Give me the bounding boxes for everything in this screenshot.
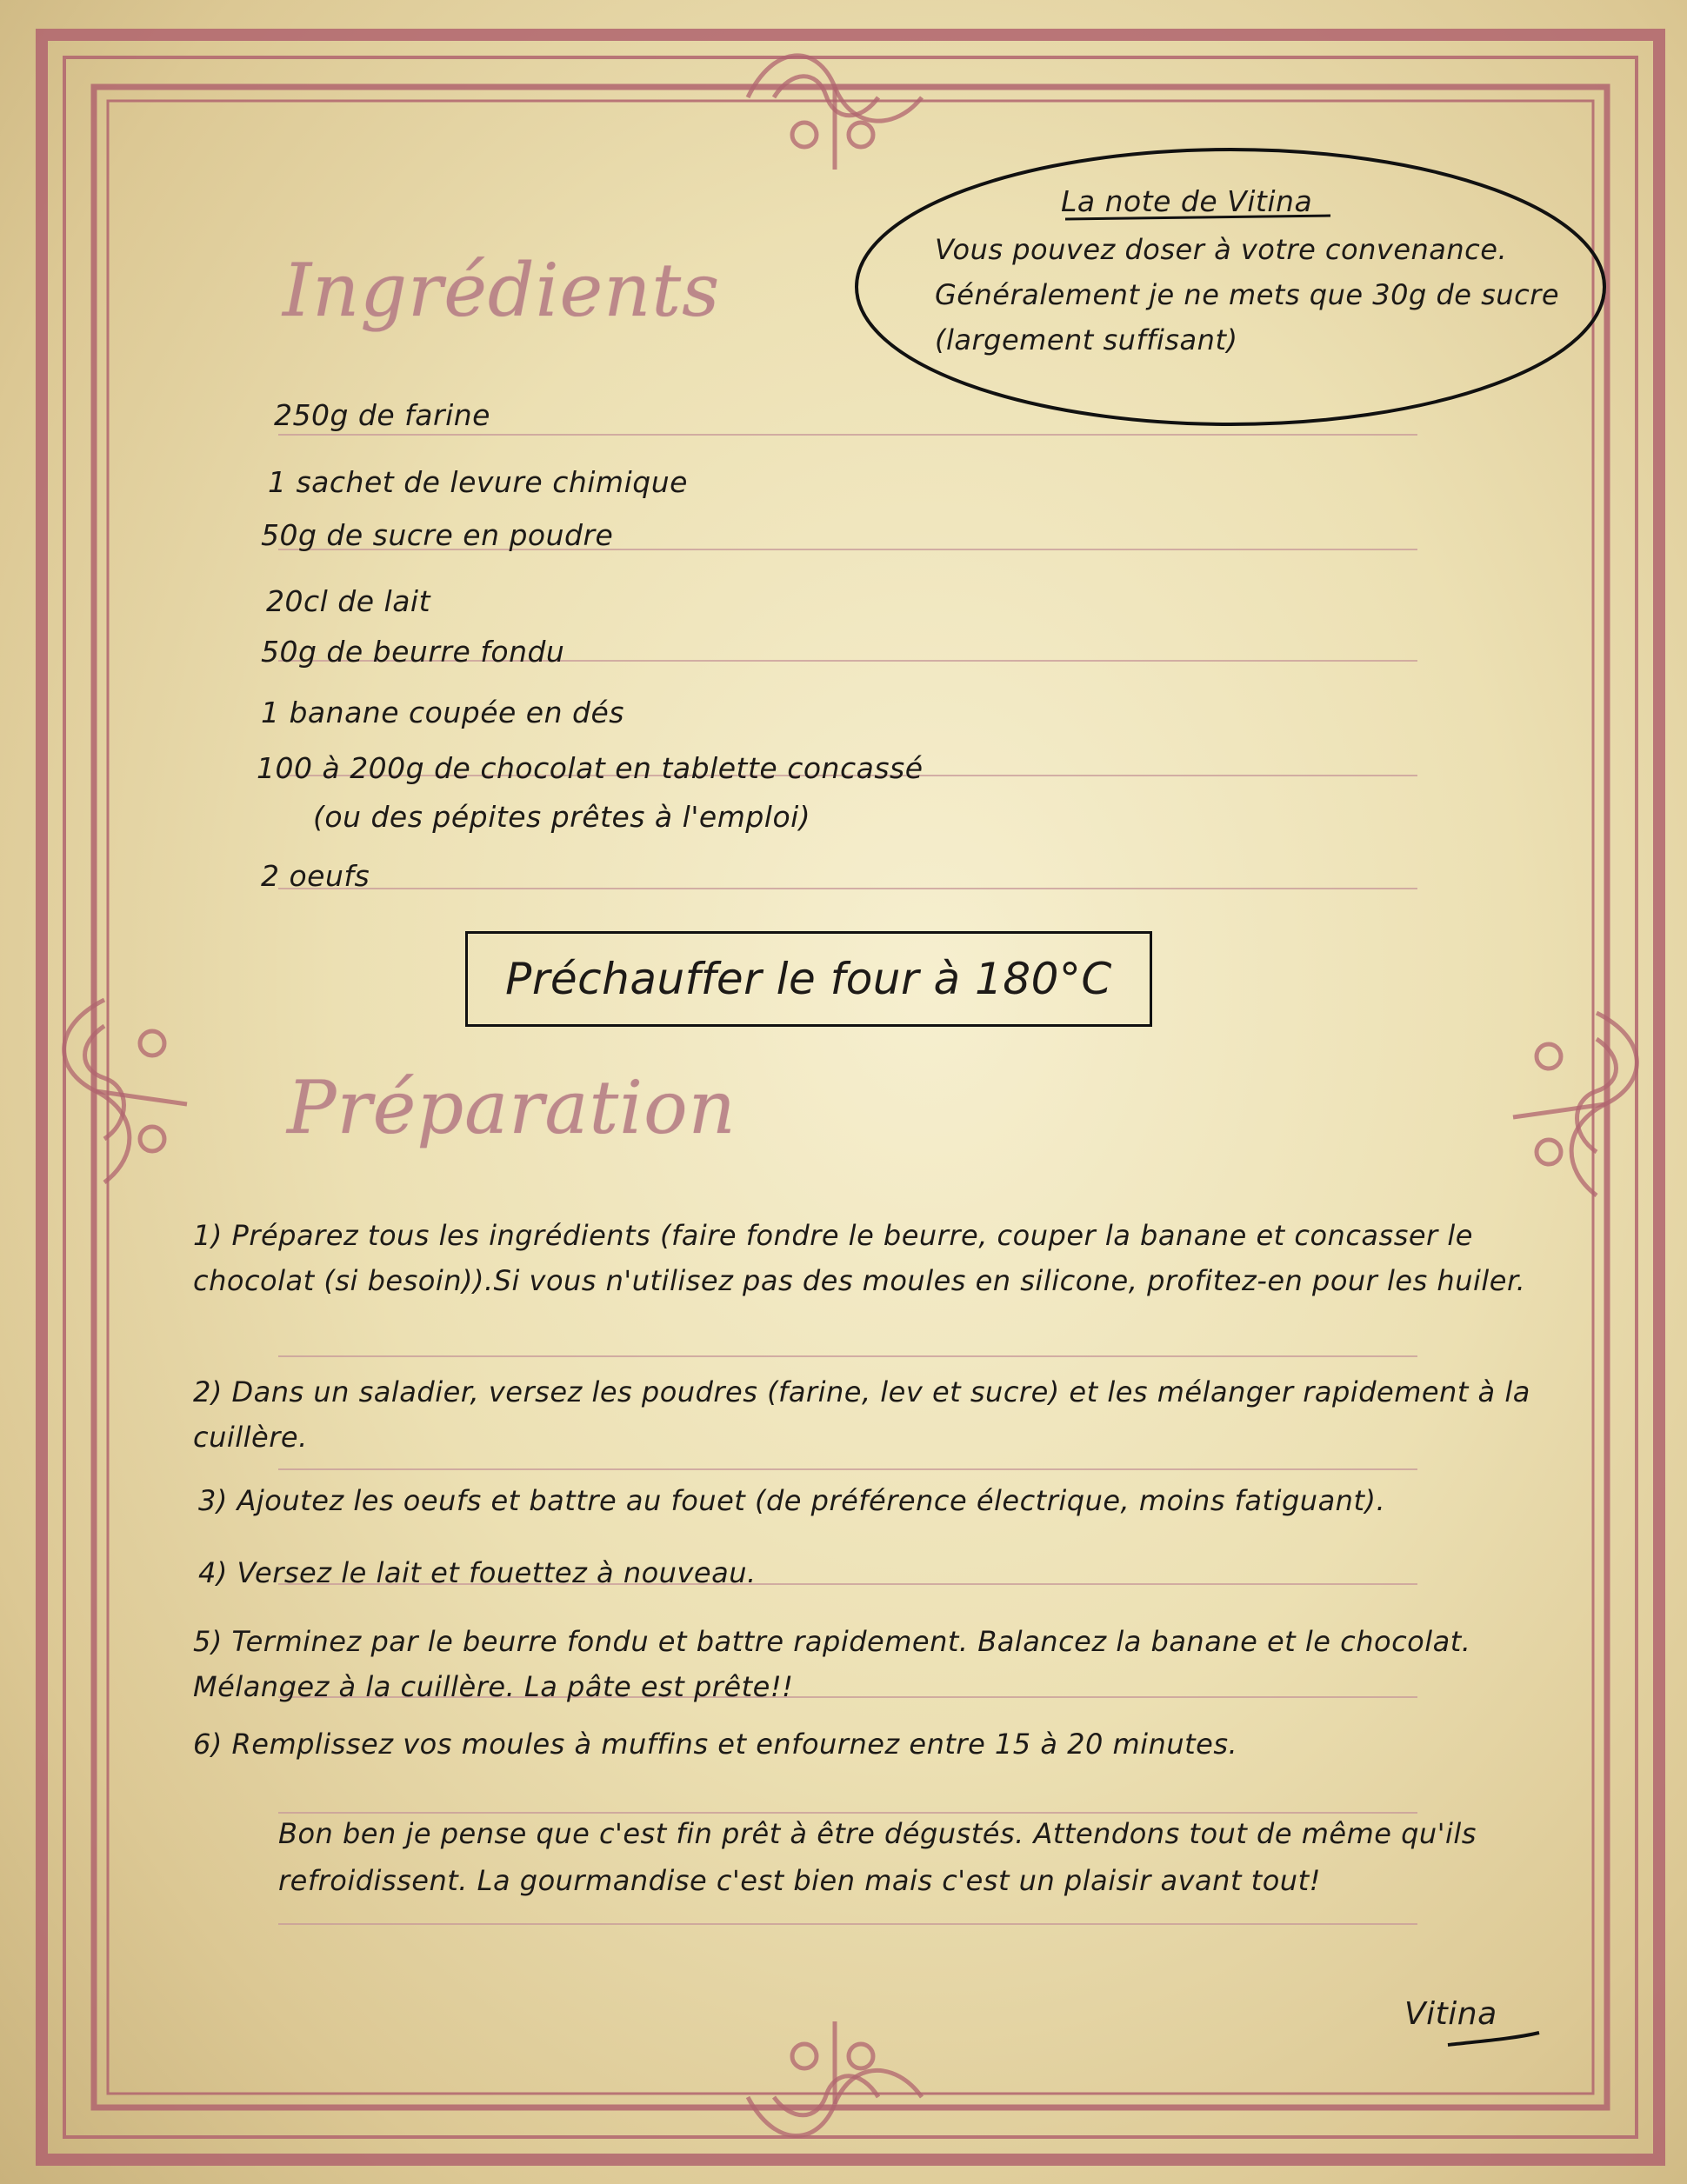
signature: Vitina xyxy=(1404,1996,1497,2032)
signature-underline xyxy=(1448,2033,1539,2045)
preparation-step: 1) Préparez tous les ingrédients (faire fondre le beurre, couper la banane et concasser le chocolat (si besoin)).Si vous n'utilisez pas des moules en silicone, profitez-en pour les huiler. xyxy=(193,1219,1526,1297)
preparation-step: 2) Dans un saladier, versez les poudres (farine, lev et sucre) et les mélanger rapidement à la cuillère. xyxy=(193,1375,1530,1454)
note-line: (largement suffisant) xyxy=(935,323,1238,356)
ingredient-item: 1 banane coupée en dés xyxy=(261,696,624,729)
preparation-step: 5) Terminez par le beurre fondu et battre rapidement. Balancez la banane et le chocolat. Mélangez à la cuillère. La pâte est prête!! xyxy=(193,1625,1471,1703)
ingredient-item: 1 sachet de levure chimique xyxy=(268,465,688,499)
ingredient-item: 20cl de lait xyxy=(266,584,431,618)
preparation-heading: Préparation xyxy=(287,1065,737,1150)
note-line: Généralement je ne mets que 30g de sucre xyxy=(935,278,1560,311)
ornament-top xyxy=(748,56,922,170)
ingredient-item: 250g de farine xyxy=(274,398,490,432)
note-line: Vous pouvez doser à votre convenance. xyxy=(935,233,1508,266)
ingredient-item: (ou des pépites prêtes à l'emploi) xyxy=(313,800,811,834)
ornament-bottom xyxy=(748,2021,922,2136)
ingredient-item: 2 oeufs xyxy=(261,859,370,893)
ingredient-item: 100 à 200g de chocolat en tablette concassé xyxy=(257,751,924,785)
preparation-step: 3) Ajoutez les oeufs et battre au fouet (de préférence électrique, moins fatiguant). xyxy=(198,1484,1386,1517)
ornament-left xyxy=(64,1000,187,1182)
ornament-right xyxy=(1513,1013,1637,1195)
closing-remark: Bon ben je pense que c'est fin prêt à être dégustés. Attendons tout de même qu'ils refroidissent. La gourmandise c'est bien mais c'est un plaisir avant tout! xyxy=(278,1817,1477,1897)
ingredient-item: 50g de beurre fondu xyxy=(261,635,565,669)
ingredient-item: 50g de sucre en poudre xyxy=(261,518,614,552)
preheat-box: Préchauffer le four à 180°C xyxy=(465,931,1152,1027)
ingredients-heading: Ingrédients xyxy=(283,248,721,333)
preparation-step: 6) Remplissez vos moules à muffins et enfournez entre 15 à 20 minutes. xyxy=(193,1728,1238,1761)
preparation-step: 4) Versez le lait et fouettez à nouveau. xyxy=(198,1556,757,1589)
note-title: La note de Vitina xyxy=(1061,184,1313,218)
